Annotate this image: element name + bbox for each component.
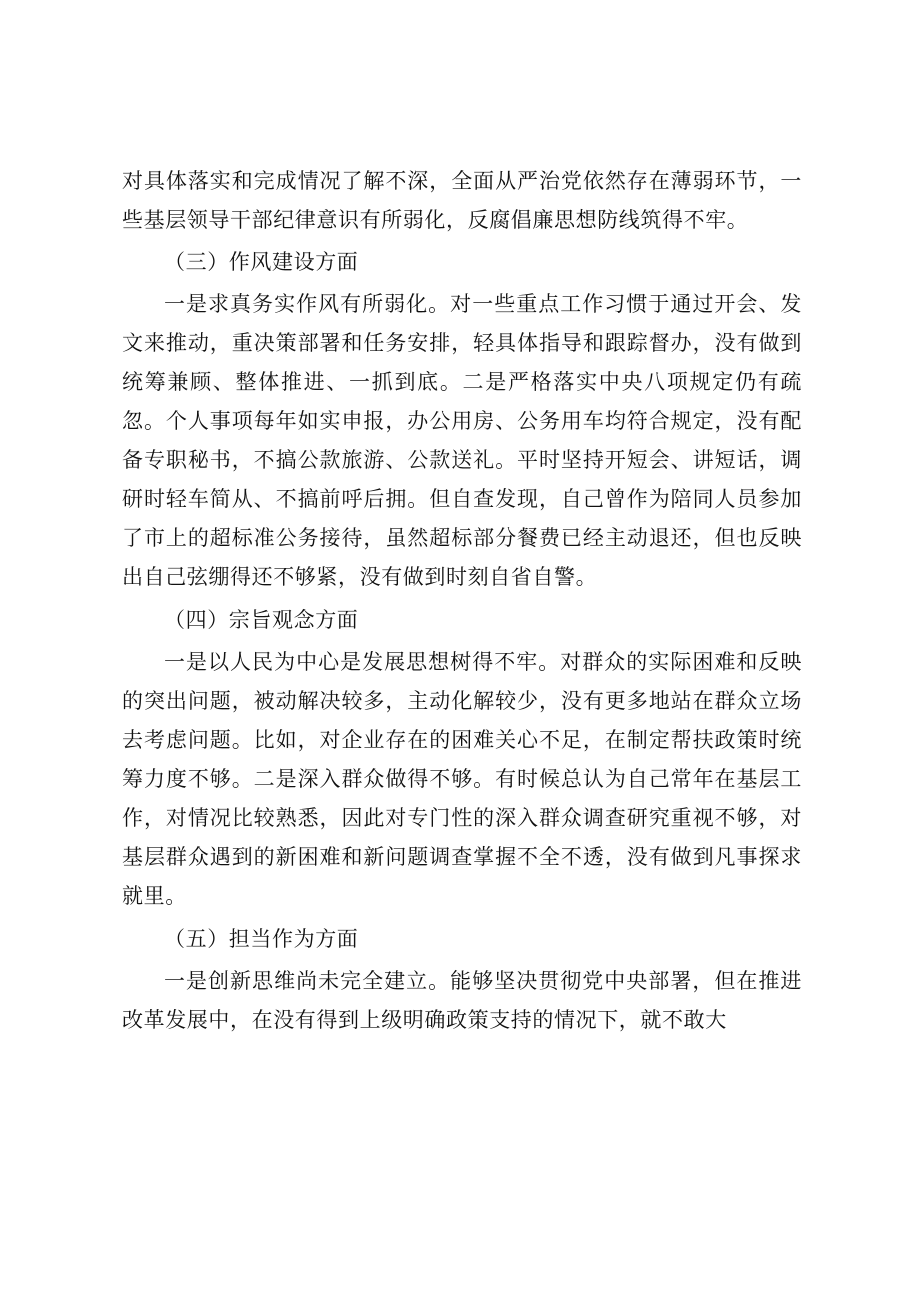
continuation-paragraph: 对具体落实和完成情况了解不深，全面从严治党依然存在薄弱环节，一些基层领导干部纪律意识有所弱化，反腐倡廉思想防线筑得不牢。 — [122, 169, 802, 232]
section-heading-4: （四）宗旨观念方面 — [164, 608, 359, 632]
body-paragraph-4: 一是以人民为中心是发展思想树得不牢。对群众的实际困难和反映的突出问题，被动解决较多，主动化解较少，没有更多地站在群众立场去考虑问题。比如，对企业存在的困难关心不足，在制定帮扶政策时统筹力度不够。二是深入群众做得不够。有时候总认为自己常年在基层工作，对情况比较熟悉，因此对专门性的深入群众调查研究重视不够，对基层群众遇到的新困难和新问题调查掌握不全不透，没有做到凡事探求就里。 — [122, 650, 802, 908]
section-heading-3: （三）作风建设方面 — [164, 250, 359, 274]
document-body — [122, 162, 802, 1040]
body-paragraph-3: 一是求真务实作风有所弱化。对一些重点工作习惯于通过开会、发文来推动，重决策部署和任务安排，轻具体指导和跟踪督办，没有做到统筹兼顾、整体推进、一抓到底。二是严格落实中央八项规定仍有疏忽。个人事项每年如实申报，办公用房、公务用车均符合规定，没有配备专职秘书，不搞公款旅游、公款送礼。平时坚持开短会、讲短话，调研时轻车简从、不搞前呼后拥。但自查发现，自己曾作为陪同人员参加了市上的超标准公务接待，虽然超标部分餐费已经主动退还，但也反映出自己弦绷得还不够紧，没有做到时刻自省自警。 — [122, 292, 802, 589]
section-heading-5: （五）担当作为方面 — [164, 927, 359, 951]
body-paragraph-5: 一是创新思维尚未完全建立。能够坚决贯彻党中央部署，但在推进改革发展中，在没有得到上级明确政策支持的情况下，就不敢大 — [122, 969, 802, 1032]
